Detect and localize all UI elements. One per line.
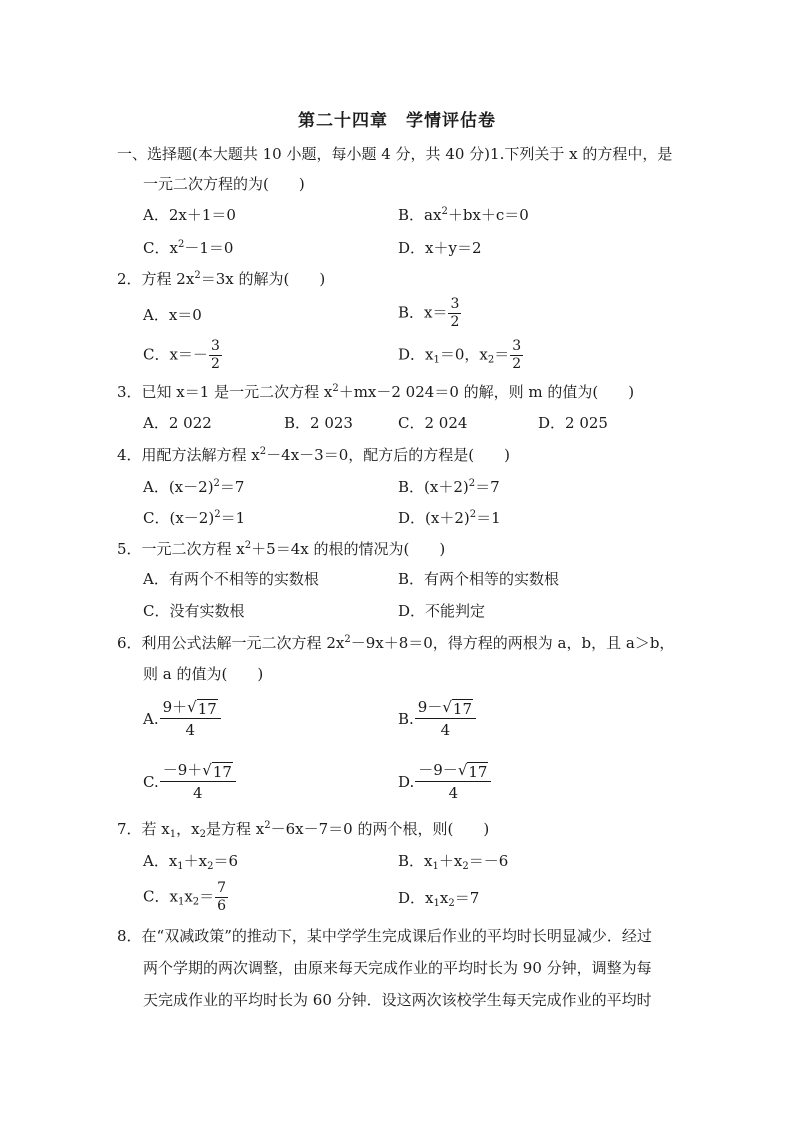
q4-option-b: B．$(x+2)^2=7$: [398, 478, 500, 496]
q1-option-a: A．2x＋1＝0: [143, 206, 236, 224]
q3-option-a: A．2 022: [143, 414, 212, 432]
q3-option-c: C．2 024: [398, 414, 468, 432]
q6-stem: 6．利用公式法解一元二次方程 $2x^2-9x+8=0$，得方程的两根为 a，b，且 a＞b，: [117, 634, 675, 652]
q6-option-a: A. 9＋ √ 17 4: [143, 696, 221, 741]
q6-option-b: B. 9－ √ 17 4: [398, 696, 476, 741]
q7-option-a: A．$x_1+x_2=6$: [143, 852, 239, 872]
q1-stem-cont: 一元二次方程的为( ): [143, 175, 305, 193]
q1-option-d: D．x＋y＝2: [398, 239, 482, 257]
q7-option-d: D．$x_1x_2=7$: [398, 889, 480, 909]
q7-stem: 7．若 $x_1$，$x_2$是方程 $x^2-6x-7=0$ 的两个根，则( ): [117, 820, 490, 840]
q5-stem: 5．一元二次方程 $x^2+5=4x$ 的根的情况为( ): [117, 540, 446, 558]
q1-option-b: B．$ax^2+bx+c=0$: [398, 206, 529, 224]
page-title: 第二十四章 学情评估卷: [298, 111, 496, 131]
q8-stem-line3: 天完成作业的平均时长为 60 分钟．设这两次该校学生每天完成作业的平均时: [143, 991, 652, 1009]
q6-stem-cont: 则 a 的值为( ): [143, 665, 264, 683]
q5-option-a: A．有两个不相等的实数根: [143, 570, 319, 588]
q5-option-d: D．不能判定: [398, 602, 486, 620]
q1-option-c: C．$x^2-1=0$: [143, 239, 234, 257]
q8-stem-line1: 8．在“双减政策”的推动下，某中学学生完成课后作业的平均时长明显减少．经过: [117, 927, 652, 945]
q5-option-c: C．没有实数根: [143, 602, 245, 620]
q2-option-a: A．x＝0: [143, 306, 202, 324]
q3-stem: 3．已知 x＝1 是一元二次方程 $x^2+mx-2$ 024＝0 的解，则 m 的值为( ): [117, 383, 635, 401]
q8-stem-line2: 两个学期的两次调整，由原来每天完成作业的平均时长为 90 分钟，调整为每: [143, 959, 652, 977]
q4-option-d: D．$(x+2)^2=1$: [398, 509, 501, 527]
q2-stem: 2．方程 $2x^2=3x$ 的解为( ): [117, 270, 326, 288]
section-heading-q1-stem: 一、选择题(本大题共 10 小题，每小题 4 分，共 40 分)1.下列关于 x 的方程中，是: [117, 145, 673, 163]
q2-option-d: D．$x_1=0$，$x_2=$ $\frac{3}{2}$: [398, 338, 522, 372]
q2-option-c: C．x＝－ $\frac{3}{2}$: [143, 338, 220, 372]
q6-option-d: D. －9－ √ 17 4: [398, 759, 491, 804]
q7-option-b: B．$x_1+x_2=-6$: [398, 852, 509, 872]
q4-option-a: A．$(x-2)^2=7$: [143, 478, 245, 496]
q4-option-c: C．$(x-2)^2=1$: [143, 509, 246, 527]
q5-option-b: B．有两个相等的实数根: [398, 570, 560, 588]
q6-option-c: C. －9＋ √ 17 4: [143, 759, 236, 804]
q2-option-b: B．x＝ $\frac{3}{2}$: [398, 296, 460, 330]
q3-option-d: D．2 025: [538, 414, 608, 432]
q3-option-b: B．2 023: [284, 414, 353, 432]
q4-stem: 4．用配方法解方程 $x^2-4x-3=0$，配方后的方程是( ): [117, 446, 510, 464]
q7-option-c: C．$x_1x_2=$ $\frac{7}{6}$: [143, 880, 227, 914]
